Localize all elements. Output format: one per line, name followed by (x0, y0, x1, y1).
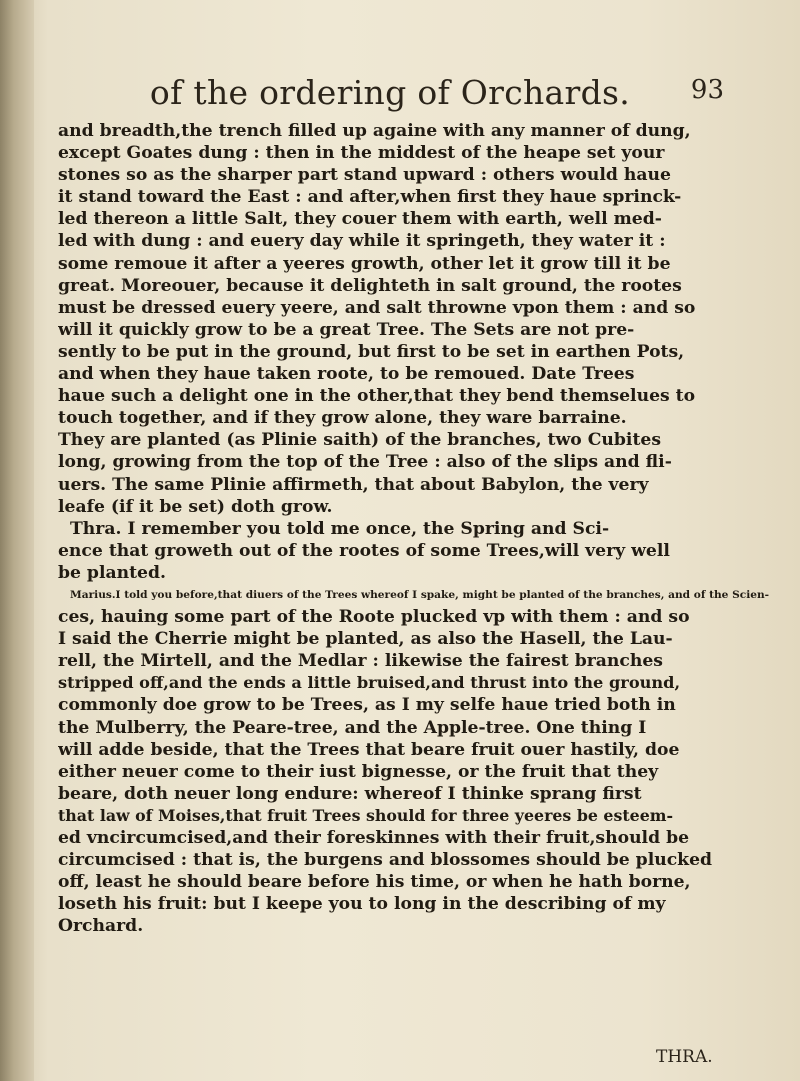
text-line: long, growing from the top of the Tree : also of the slips and fli- (58, 452, 672, 473)
text-line: will adde beside, that the Trees that beare fruit ouer hastily, doe (58, 739, 680, 760)
text-line: loseth his fruit: but I keepe you to long in the describing of my (58, 894, 666, 915)
text-line: ces, hauing some part of the Roote plucked vp with them : and so (58, 607, 690, 628)
text-line: off, least he should beare before his time, or when he hath borne, (58, 872, 691, 893)
catchword: THRA. (656, 1047, 713, 1067)
text-line: the Mulberry, the Peare-tree, and the Apple-tree. One thing I (58, 717, 647, 738)
text-line: ence that groweth out of the rootes of some Trees,will very well (58, 540, 670, 561)
text-line: stones so as the sharper part stand upward : others would haue (58, 165, 671, 186)
text-line: Orchard. (58, 916, 144, 937)
text-line: leafe (if it be set) doth grow. (58, 496, 333, 517)
running-title: of the ordering of Orchards. (149, 73, 631, 112)
text-line: and when they haue taken roote, to be remoued. Date Trees (58, 364, 635, 385)
text-line: touch together, and if they grow alone, they ware barraine. (58, 408, 627, 429)
speaker-line: Marius.I told you before,that diuers of the Trees whereof I spake, might be planted of the branches, and of the Scien- (70, 588, 770, 601)
text-line: either neuer come to their iust bignesse, or the fruit that they (58, 761, 659, 782)
text-line: led with dung : and euery day while it springeth, they water it : (58, 231, 666, 252)
running-head (60, 73, 760, 113)
text-line: commonly doe grow to be Trees, as I my selfe haue tried both in (58, 695, 676, 716)
text-line: circumcised : that is, the burgens and blossomes should be plucked (58, 850, 713, 871)
text-line: must be dressed euery yeere, and salt throwne vpon them : and so (58, 297, 696, 318)
text-line: except Goates dung : then in the middest of the heape set your (58, 143, 665, 164)
text-line: it stand toward the East : and after,when first they haue sprinck- (58, 187, 682, 208)
speaker-line: Thra. I remember you told me once, the Spring and Sci- (70, 518, 610, 539)
text-line: haue such a delight one in the other,that they bend themselues to (58, 386, 696, 407)
body-text (58, 120, 770, 937)
text-line: and breadth,the trench filled up againe with any manner of dung, (58, 121, 691, 141)
text-line: rell, the Mirtell, and the Medlar : likewise the fairest branches (58, 651, 663, 672)
text-line: be planted. (58, 562, 166, 583)
text-line: sently to be put in the ground, but first to be set in earthen Pots, (58, 341, 685, 362)
text-line: that law of Moises,that fruit Trees should for three yeeres be esteem- (58, 805, 674, 825)
text-line: They are planted (as Plinie saith) of the branches, two Cubites (58, 430, 662, 451)
text-line: will it quickly grow to be a great Tree. The Sets are not pre- (58, 319, 635, 340)
text-line: beare, doth neuer long endure: whereof I thinke sprang first (58, 783, 642, 804)
text-line: led thereon a little Salt, they couer them with earth, well med- (58, 209, 662, 230)
text-line: ed vncircumcised,and their foreskinnes with their fruit,should be (58, 828, 690, 848)
text-line: I said the Cherrie might be planted, as also the Hasell, the Lau- (58, 629, 673, 650)
text-line: uers. The same Plinie affirmeth, that about Babylon, the very (58, 474, 649, 495)
page-number: 93 (690, 75, 724, 105)
text-line: great. Moreouer, because it delighteth in salt ground, the rootes (58, 275, 682, 296)
text-line: stripped off,and the ends a little bruised,and thrust into the ground, (58, 673, 681, 693)
text-line: some remoue it after a yeeres growth, other let it grow till it be (58, 253, 671, 274)
page-gutter (0, 0, 34, 1081)
